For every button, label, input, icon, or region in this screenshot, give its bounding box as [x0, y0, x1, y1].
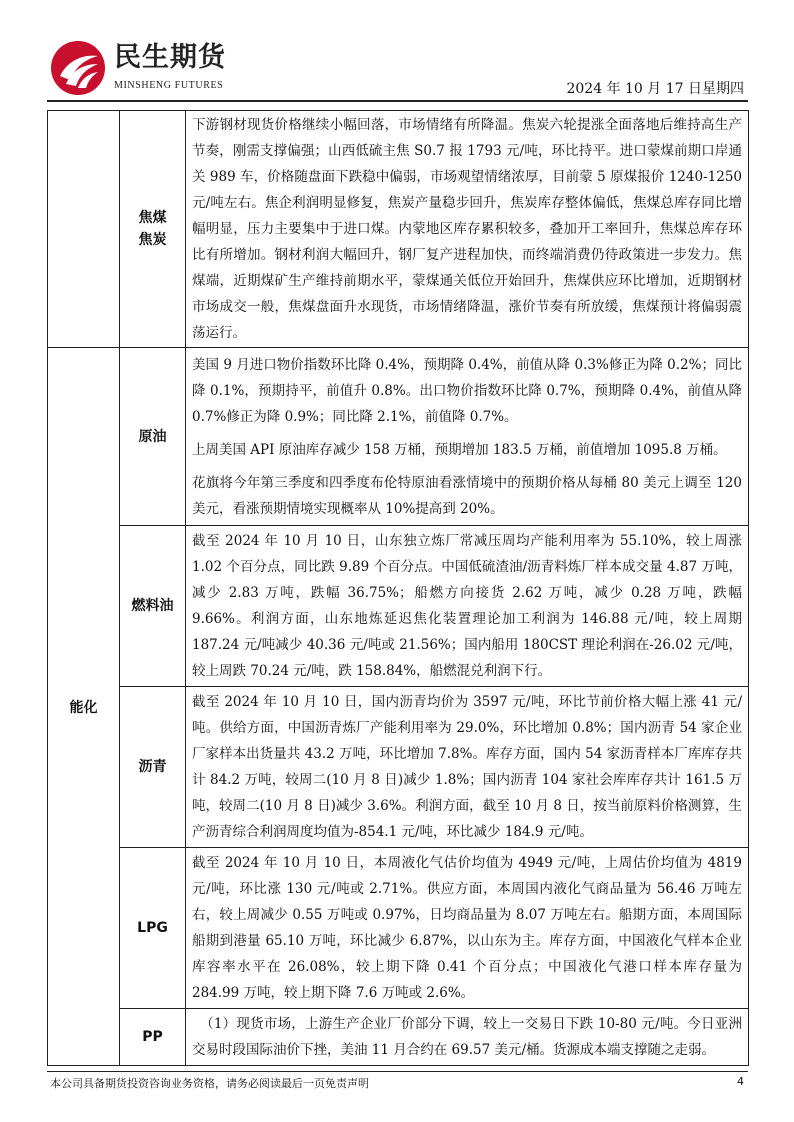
commentary-paragraph: 美国 9 月进口物价指数环比降 0.4%，预期降 0.4%，前值从降 0.3%修正为降 0.2%；同比降 0.1%，预期持平，前值升 0.8%。出口物价指数环比降 0.7%，预期降 0.4%，前值从降 0.7%修正为降 0.9%；同比降 2.1%，前值降 0.7%。: [192, 356, 742, 425]
category-cell-empty: [48, 111, 120, 348]
commentary-paragraph: 截至 2024 年 10 月 10 日，国内沥青均价为 3597 元/吨，环比节前价格大幅上涨 41 元/吨。供给方面，中国沥青炼厂产能利用率为 29.0%，环比增加 0.8%；国内沥青 54 家企业厂家样本出货量共 43.2 万吨，环比增加 7.8%。库存方面，国内 54 家沥青样本厂库库存共计 84.2 万吨，较周二(10 月 8 日)减少 1.8%；国内沥青 104 家社会库库存共计 161.5 万吨，较周二(10 月 8 日)减少 3.6%。利润方面，截至 10 月 8 日，按当前原料价格测算，生产沥青综合利润周度均值为-854.1 元/吨，环比减少 184.9 元/吨。: [192, 694, 742, 840]
minsheng-logo-icon: [50, 40, 106, 96]
commentary-paragraph: 下游钢材现货价格继续小幅回落，市场情绪有所降温。焦炭六轮提涨全面落地后维持高生产节奏，刚需支撑偏强；山西低硫主焦 S0.7 报 1793 元/吨，环比持平。进口蒙煤前期口岸通关 989 车，价格随盘面下跌稳中偏弱，市场观望情绪浓厚，目前蒙 5 原煤报价 1240-1250 元/吨左右。焦企利润明显修复，焦炭产量稳步回升，焦炭库存整体偏低，焦煤总库存同比增幅明显，压力主要集中于进口煤。内蒙地区库存累积较多，叠加开工率回升，焦煤总库存环比有所增加。钢材利润大幅回升，钢厂复产进程加快，而终端消费仍待政策进一步发力。焦煤端，近期煤矿生产维持前期水平，蒙煤通关低位开始回升，焦煤供应环比增加，近期钢材市场成交一般，焦煤盘面升水现货，市场情绪降温，涨价节奏有所放缓，焦煤预计将偏弱震荡运行。: [192, 117, 742, 341]
header-divider: [47, 100, 748, 102]
commentary-paragraph: 上周美国 API 原油库存减少 158 万桶，预期增加 183.5 万桶，前值增加 1095.8 万桶。: [192, 441, 727, 458]
category-cell-energy: 能化: [48, 348, 120, 1066]
product-cell-crude: 原油: [120, 348, 186, 526]
commentary-paragraph: 截至 2024 年 10 月 10 日，山东独立炼厂常减压周均产能利用率为 55.10%，较上周涨 1.02 个百分点，同比跌 9.89 个百分点。中国低硫渣油/沥青料炼厂样本成交量 4.87 万吨，减少 2.83 万吨，跌幅 36.75%；船燃方向接货 2.62 万吨，减少 0.28 万吨，跌幅 9.66%。利润方面，山东地炼延迟焦化装置理论加工利润为 146.88 元/吨，较上周期 187.24 元/吨减少 40.36 元/吨或 21.56%；国内船用 180CST 理论利润在-26.02 元/吨，较上周跌 70.24 元/吨，跌 158.84%，船燃混兑利润下行。: [192, 533, 742, 679]
table-row-asphalt: [48, 687, 749, 848]
page-header: [0, 0, 794, 104]
product-cell-coking: [120, 111, 186, 348]
commentary-cell: [186, 111, 749, 348]
commentary-cell: [186, 348, 749, 526]
page-number: 4: [737, 1075, 744, 1088]
commentary-paragraph: （1）现货市场，上游生产企业厂价部分下调，较上一交易日下跌 10-80 元/吨。今日亚洲交易时段国际油价下挫，美油 11 月合约在 69.57 美元/桶。货源成本端支撑随之走弱。: [192, 1016, 742, 1058]
product-cell-pp: PP: [120, 1009, 186, 1066]
product-cell-lpg: LPG: [120, 848, 186, 1009]
commentary-paragraph: 截至 2024 年 10 月 10 日，本周液化气估价均值为 4949 元/吨，上周估价均值为 4819 元/吨，环比涨 130 元/吨或 2.71%。供应方面，本周国内液化气商品量为 56.46 万吨左右，较上周减少 0.55 万吨或 0.97%，日均商品量为 8.07 万吨左右。船期方面，本周国际船期到港量 65.10 万吨，环比减少 6.87%，以山东为主。库存方面，中国液化气样本企业库容率水平在 26.08%，较上期下降 0.41 个百分点；中国液化气港口样本库存量为 284.99 万吨，较上期下降 7.6 万吨或 2.6%。: [192, 855, 742, 1001]
product-cell-fuel-oil: 燃料油: [120, 526, 186, 687]
commentary-cell: [186, 687, 749, 848]
brand-name-cn: 民生期货: [114, 42, 226, 73]
table-row-lpg: [48, 848, 749, 1009]
footer-disclaimer: 本公司具备期货投资咨询业务资格，请务必阅读最后一页免责声明: [50, 1077, 369, 1090]
product-label: 焦煤: [138, 210, 167, 226]
product-label: 焦炭: [138, 232, 167, 248]
commentary-paragraph: 花旗将今年第三季度和四季度布伦特原油看涨情境中的预期价格从每桶 80 美元上调至 120 美元，看涨预期情境实现概率从 10%提高到 20%。: [192, 474, 742, 517]
commodity-table: [47, 110, 749, 1066]
footer-divider: [47, 1071, 748, 1072]
product-cell-asphalt: 沥青: [120, 687, 186, 848]
report-date: 2024 年 10 月 17 日星期四: [566, 81, 744, 97]
table-row-crude: [48, 348, 749, 526]
table-row-pp: [48, 1009, 749, 1066]
commentary-cell: [186, 526, 749, 687]
commentary-cell: [186, 848, 749, 1009]
commentary-cell: [186, 1009, 749, 1066]
brand-name-en: MINSHENG FUTURES: [114, 80, 224, 91]
table-row-fuel-oil: [48, 526, 749, 687]
table-row-coking: [48, 111, 749, 348]
